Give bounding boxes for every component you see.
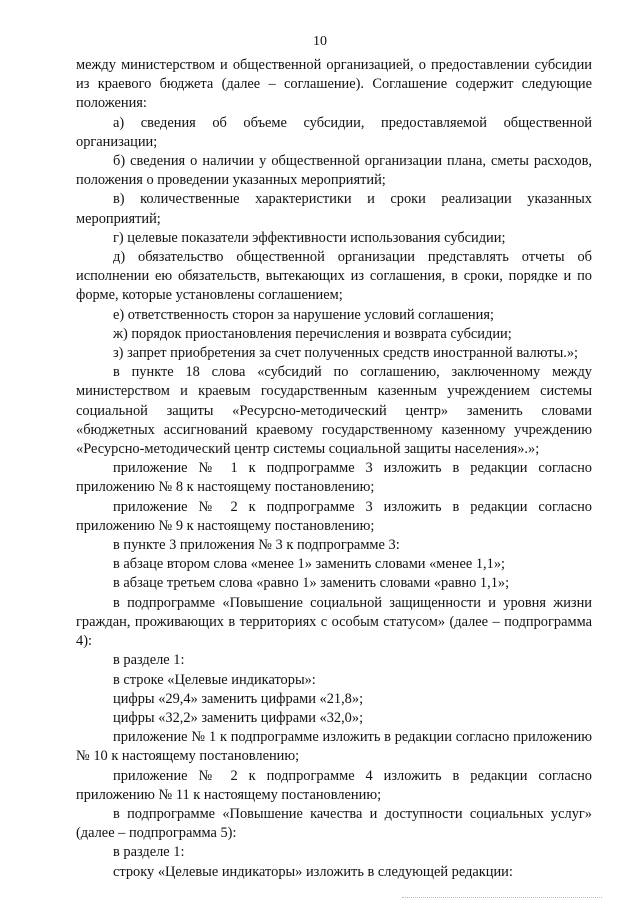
paragraph-point-18: в пункте 18 слова «субсидий по соглашению, заключенному между министерством и краевым государственным казенным учреждением системы социальной защиты «Ресурсно-методический центр» заменить словами «бюджетных ассигнований краевому государственному казенному учреждению «Ресурсно-методический центр системы социальной защиты населения».»;: [76, 364, 592, 458]
document-body: [76, 56, 592, 882]
page-number: 10: [313, 34, 327, 49]
paragraph-subprogram-4: в подпрограмме «Повышение социальной защищенности и уровня жизни граждан, проживающих в территориях с особым статусом» (далее – подпрограмма 4):: [76, 594, 592, 650]
paragraph-third-abzac: в абзаце третьем слова «равно 1» заменить словами «равно 1,1»;: [113, 575, 510, 592]
paragraph-item-z: з) запрет приобретения за счет полученных средств иностранной валюты.»;: [113, 345, 579, 362]
paragraph-point-3-annex-3: в пункте 3 приложения № 3 к подпрограмме 3:: [113, 537, 400, 554]
paragraph-item-zh: ж) порядок приостановления перечисления и возврата субсидии;: [113, 325, 512, 342]
paragraph-item-v: в) количественные характеристики и сроки реализации указанных мероприятий;: [76, 191, 592, 227]
paragraph-item-a: а) сведения об объеме субсидии, предоставляемой общественной организации;: [76, 114, 592, 150]
paragraph-item-g: г) целевые показатели эффективности использования субсидии;: [113, 229, 506, 246]
paragraph-numbers-29-4: цифры «29,4» заменить цифрами «21,8»;: [113, 690, 364, 707]
paragraph-subprogram-5: в подпрограмме «Повышение качества и доступности социальных услуг» (далее – подпрограмма 5):: [76, 805, 592, 842]
paragraph-item-b: б) сведения о наличии у общественной организации плана, сметы расходов, положения о проведении указанных мероприятий;: [76, 153, 592, 189]
paragraph-target-indicators-row: в строке «Целевые индикаторы»:: [113, 671, 316, 688]
paragraph-item-d: д) обязательство общественной организации представлять отчеты об исполнении ею обязательств, вытекающих из соглашения, в сроки, порядке и по форме, которые установлены соглашением;: [76, 249, 592, 304]
paragraph-continuation: между министерством и общественной организацией, о предоставлении субсидии из краевого бюджета (далее – соглашение). Соглашение содержит следующие положения:: [76, 57, 592, 112]
paragraph-item-e: е) ответственность сторон за нарушение условий соглашения;: [113, 306, 494, 323]
footer-divider: [402, 897, 602, 898]
paragraph-section-1: в разделе 1:: [113, 652, 185, 669]
paragraph-annex-2-sub4: приложение № 2 к подпрограмме 4 изложить в редакции согласно приложению № 11 к настоящему постановлению;: [76, 767, 592, 803]
paragraph-annex-1-sub3: приложение № 1 к подпрограмме 3 изложить в редакции согласно приложению № 8 к настоящему постановлению;: [76, 460, 592, 496]
paragraph-target-indicators-new: строку «Целевые индикаторы» изложить в следующей редакции:: [113, 863, 513, 880]
paragraph-annex-1-sub4: приложение № 1 к подпрограмме изложить в редакции согласно приложению № 10 к настоящему постановлению;: [76, 729, 592, 765]
paragraph-annex-2-sub3: приложение № 2 к подпрограмме 3 изложить в редакции согласно приложению № 9 к настоящему постановлению;: [76, 498, 592, 534]
paragraph-numbers-32-2: цифры «32,2» заменить цифрами «32,0»;: [113, 709, 364, 726]
paragraph-second-abzac: в абзаце втором слова «менее 1» заменить словами «менее 1,1»;: [113, 556, 506, 573]
paragraph-section-1-sub5: в разделе 1:: [113, 844, 185, 861]
